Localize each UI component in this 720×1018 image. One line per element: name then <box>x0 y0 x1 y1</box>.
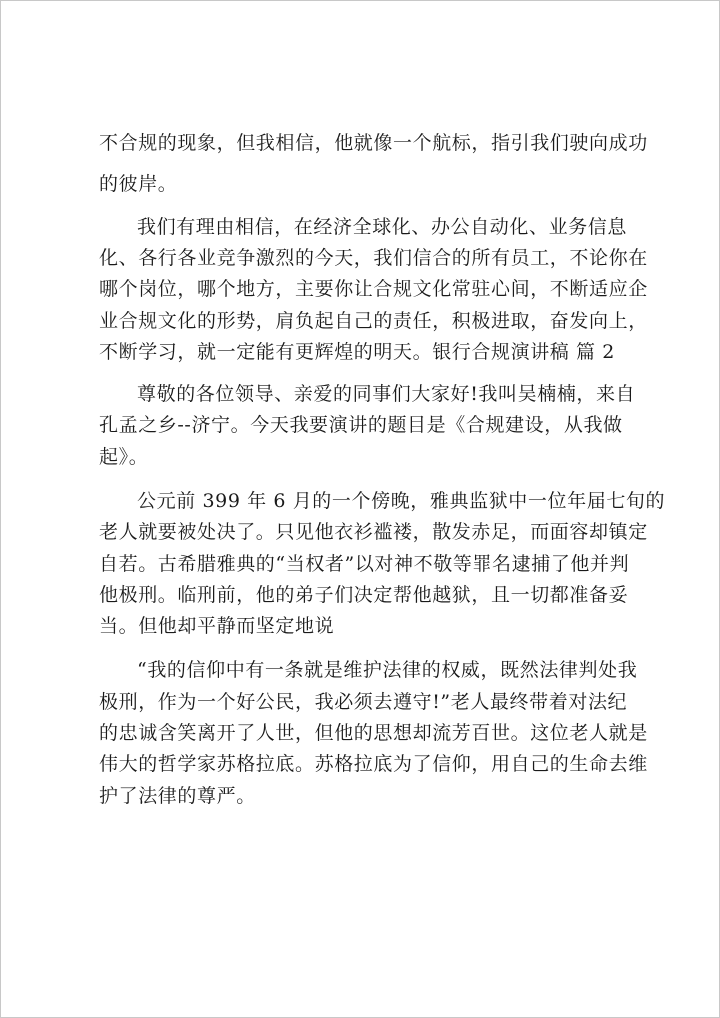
text-line: 极刑，作为一个好公民，我必须去遵守!”老人最终带着对法纪 <box>99 691 628 713</box>
text-line: 的彼岸。 <box>99 173 178 195</box>
paragraph-first-line: 我们有理由相信，在经济全球化、办公自动化、业务信息 <box>137 216 628 238</box>
text-line: 起》。 <box>99 446 149 468</box>
text-line: 老人就要被处决了。只见他衣衫褴褛，散发赤足，而面容却镇定 <box>99 521 648 543</box>
text-line: 伟大的哲学家苏格拉底。苏格拉底为了信仰，用自己的生命去维 <box>99 753 648 775</box>
text-line: 的忠诚含笑离开了人世，但他的思想却流芳百世。这位老人就是 <box>99 722 648 744</box>
paragraph-first-line: “我的信仰中有一条就是维护法律的权威，既然法律判处我 <box>137 659 638 681</box>
text-line: 孔孟之乡--济宁。今天我要演讲的题目是《合规建设，从我做 <box>99 414 623 436</box>
paragraph-first-line: 公元前 399 年 6 月的一个傍晚，雅典监狱中一位年届七旬的 <box>137 490 666 512</box>
text-line: 当。但他却平静而坚定地说 <box>99 615 335 637</box>
text-line: 自若。古希腊雅典的“当权者”以对神不敬等罪名逮捕了他并判 <box>99 553 630 575</box>
paragraph-first-line: 尊敬的各位领导、亲爱的同事们大家好!我叫吴楠楠，来自 <box>137 383 636 405</box>
text-line: 不合规的现象，但我相信，他就像一个航标，指引我们驶向成功 <box>99 132 648 154</box>
text-line: 化、各行各业竞争激烈的今天，我们信合的所有员工，不论你在 <box>99 247 648 269</box>
text-line: 护了法律的尊严。 <box>99 785 256 807</box>
text-line: 他极刑。临刑前，他的弟子们决定帮他越狱，且一切都准备妥 <box>99 584 629 606</box>
text-line: 哪个岗位，哪个地方，主要你让合规文化常驻心间，不断适应企 <box>99 278 648 300</box>
text-line: 不断学习，就一定能有更辉煌的明天。银行合规演讲稿 篇 2 <box>99 341 615 363</box>
text-line: 业合规文化的形势，肩负起自己的责任，积极进取，奋发向上， <box>99 310 648 332</box>
